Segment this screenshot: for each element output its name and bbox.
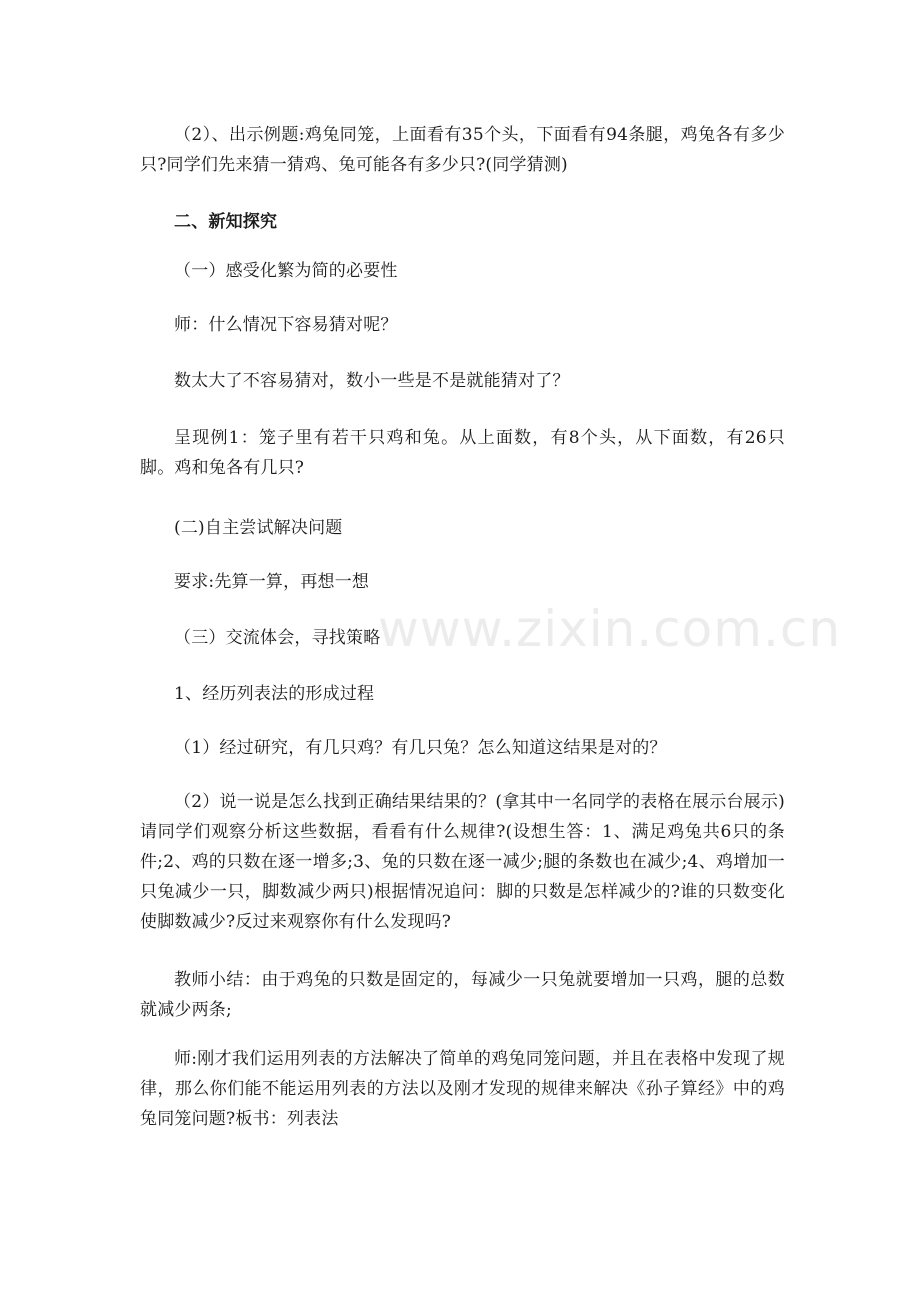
paragraph-research-question: （1）经过研究，有几只鸡？有几只兔？怎么知道这结果是对的？: [174, 738, 667, 758]
subsection-heading-exchange: （三）交流体会，寻找策略: [174, 628, 381, 648]
paragraph-example-1: 呈现例1：笼子里有若干只鸡和兔。从上面数，有8个头，从下面数，有26只脚。鸡和兔各有几只?: [140, 428, 785, 478]
subsection-heading-self-attempt: (二)自主尝试解决问题: [174, 518, 343, 538]
paragraph-teacher-conclusion: 师:刚才我们运用列表的方法解决了简单的鸡兔同笼问题，并且在表格中发现了规律，那么你们能不能运用列表的方法以及刚才发现的规律来解决《孙子算经》中的鸡兔同笼问题?板书：列表法: [140, 1049, 785, 1129]
document-body: [140, 120, 785, 1134]
paragraph-requirement: 要求:先算一算，再想一想: [174, 572, 370, 592]
paragraph-list-method-heading: 1、经历列表法的形成过程: [174, 684, 375, 704]
paragraph-teacher-summary: 教师小结：由于鸡兔的只数是固定的，每减少一只兔就要增加一只鸡，腿的总数就减少两条;: [140, 970, 785, 1020]
paragraph-numbers-too-large: 数太大了不容易猜对，数小一些是不是就能猜对了？: [174, 371, 570, 391]
watermark-text: www.zixin.com.cn: [378, 600, 842, 658]
paragraph-example-problem: （2）、出示例题:鸡兔同笼，上面看有35个头，下面看有94条腿，鸡兔各有多少只?同学们先来猜一猜鸡、兔可能各有多少只?(同学猜测): [140, 125, 785, 175]
subsection-heading-simplify: （一）感受化繁为简的必要性: [174, 261, 398, 281]
paragraph-discussion: （2）说一说是怎么找到正确结果结果的？(拿其中一名同学的表格在展示台展示)请同学们观察分析这些数据，看看有什么规律?(设想生答：1、满足鸡兔共6只的条件;2、鸡的只数在逐一增多;3、兔的只数在逐一减少;腿的条数也在减少;4、鸡增加一只兔减少一只，脚数减少两只)根据情况追问：脚的只数是怎样减少的?谁的只数变化使脚数减少?反过来观察你有什么发现吗?: [140, 792, 785, 932]
section-heading-new-knowledge: 二、新知探究: [174, 212, 278, 232]
paragraph-teacher-question: 师：什么情况下容易猜对呢？: [174, 315, 398, 335]
